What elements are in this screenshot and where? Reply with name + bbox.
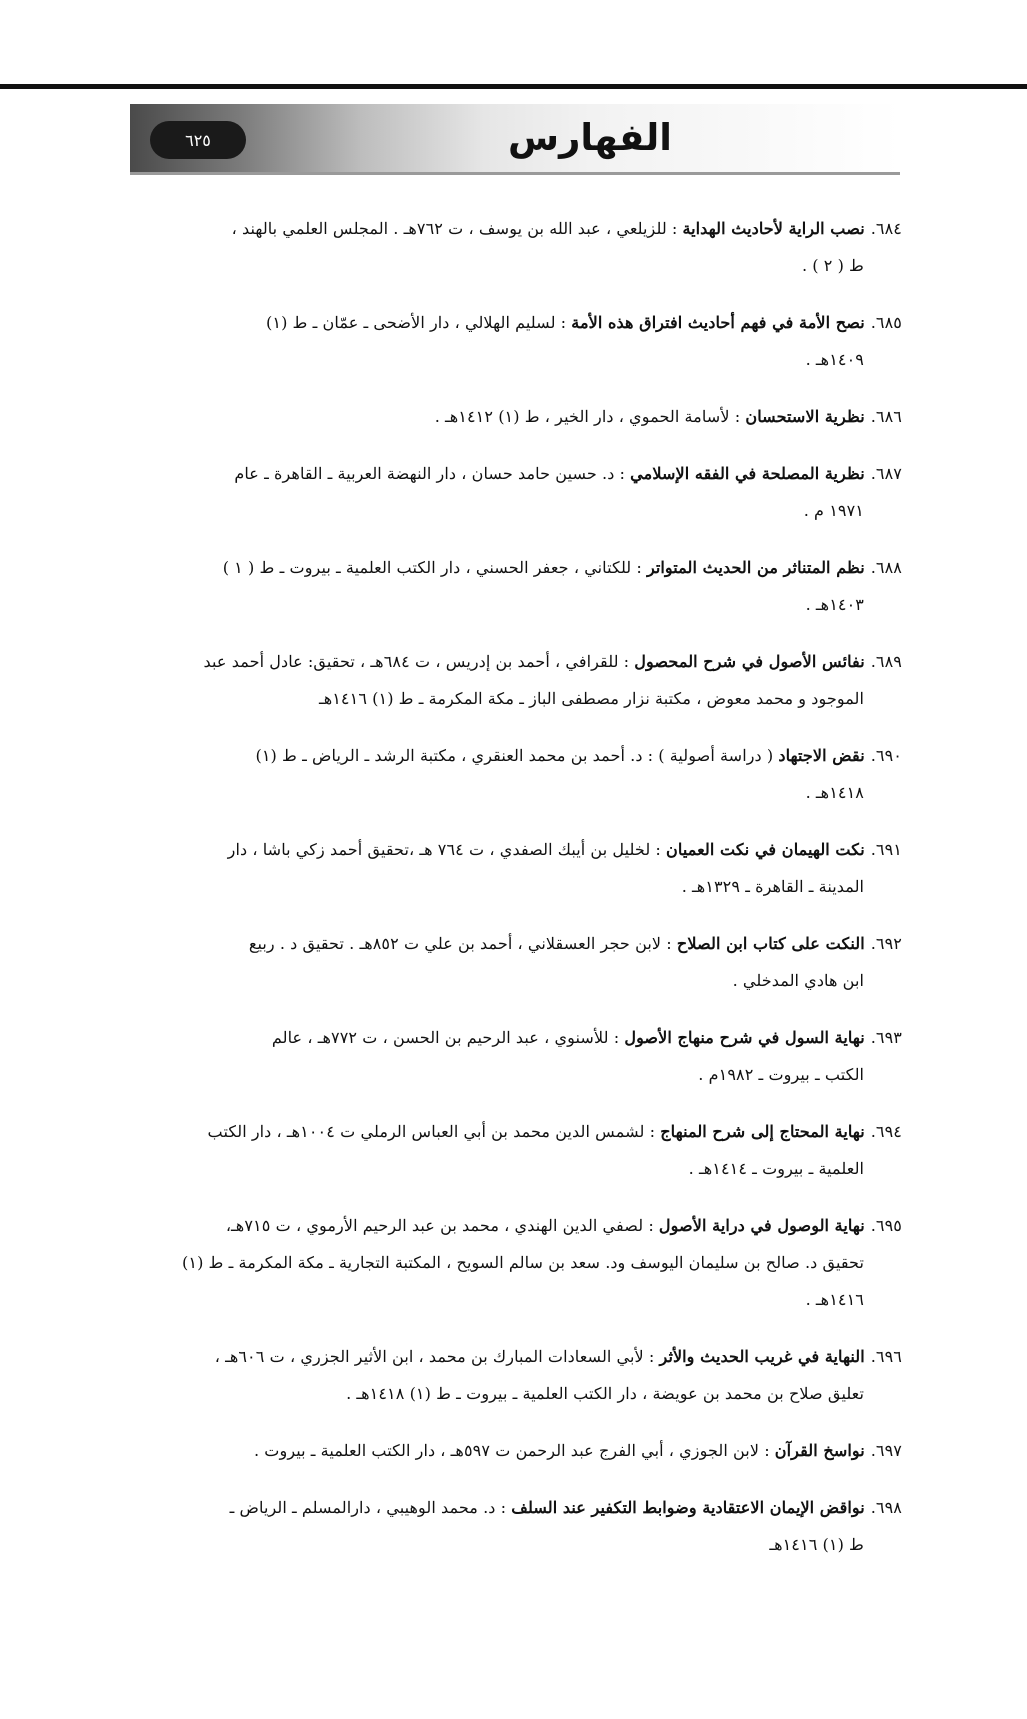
entry-title: نفائس الأصول في شرح المحصول [634, 652, 865, 671]
entry-number: ٦٩١. [870, 840, 902, 859]
entry-continuation-line: المدينة ـ القاهرة ـ ١٣٢٩هـ . [681, 877, 864, 896]
bibliography-entry [140, 1207, 902, 1318]
entry-continuation-line: تحقيق د. صالح بن سليمان اليوسف ود. سعد بن سالم السويح ، المكتبة التجارية ـ مكة المكرمة ـ ط (١) [182, 1253, 864, 1272]
entry-title: نهاية المحتاج إلى شرح المنهاج [660, 1122, 865, 1141]
bibliography-entry [140, 1338, 902, 1412]
entry-number: ٦٩٣. [870, 1028, 902, 1047]
entry-first-line [140, 1489, 902, 1526]
entry-continuation-line: تعليق صلاح بن محمد بن عويضة ، دار الكتب العلمية ـ بيروت ـ ط (١) ١٤١٨هـ . [346, 1384, 864, 1403]
entry-details: ( دراسة أصولية ) : د. أحمد بن محمد العنقري ، مكتبة الرشد ـ الرياض ـ ط (١) [255, 746, 779, 765]
entry-title: نظرية المصلحة في الفقه الإسلامي [630, 464, 865, 483]
entry-continuation-line: ١٤١٨هـ . [805, 783, 864, 802]
entry-details: : د. حسين حامد حسان ، دار النهضة العربية ـ القاهرة ـ عام [234, 464, 631, 483]
entry-number: ٦٩٨. [870, 1498, 902, 1517]
entry-title: نظرية الاستحسان [745, 407, 865, 426]
entry-title: نهاية السول في شرح منهاج الأصول [624, 1028, 865, 1047]
entry-first-line [140, 1338, 902, 1375]
entry-continuation-line: ١٩٧١ م . [803, 501, 864, 520]
entry-number: ٦٨٧. [870, 464, 902, 483]
entry-details: : لأسامة الحموي ، دار الخير ، ط (١) ١٤١٢هـ . [434, 407, 746, 426]
entry-first-line [140, 210, 902, 247]
top-rule [0, 84, 1027, 89]
entry-number: ٦٨٨. [870, 558, 902, 577]
bibliography-entry [140, 925, 902, 999]
bibliography-entry [140, 1019, 902, 1093]
bibliography-entry [140, 1489, 902, 1563]
entry-title: نصح الأمة في فهم أحاديث افتراق هذه الأمة [571, 313, 865, 332]
entry-continuation-line: ابن هادي المدخلي . [732, 971, 864, 990]
entry-first-line [140, 737, 902, 774]
entry-details: : لأبي السعادات المبارك بن محمد ، ابن الأثير الجزري ، ت ٦٠٦هـ ، [214, 1347, 660, 1366]
bibliography-entry [140, 643, 902, 717]
entry-first-line [140, 1432, 902, 1469]
running-title: الفهارس [508, 116, 672, 159]
entry-number: ٦٩٥. [870, 1216, 902, 1235]
entry-first-line [140, 455, 902, 492]
entry-details: : لابن حجر العسقلاني ، أحمد بن علي ت ٨٥٢هـ . تحقيق د . ربيع [248, 934, 677, 953]
entry-title: نصب الراية لأحاديث الهداية [682, 219, 865, 238]
entry-title: نقض الاجتهاد [778, 746, 865, 765]
entry-details: : لخليل بن أيبك الصفدي ، ت ٧٦٤ هـ ،تحقيق أحمد زكي باشا ، دار [227, 840, 667, 859]
entry-first-line [140, 643, 902, 680]
entry-continuation-line: ١٤١٦هـ . [805, 1290, 864, 1309]
entry-details: : للأسنوي ، عبد الرحيم بن الحسن ، ت ٧٧٢هـ ، عالم [271, 1028, 625, 1047]
entry-first-line [140, 831, 902, 868]
entry-details: : د. محمد الوهيبي ، دارالمسلم ـ الرياض ـ [229, 1498, 512, 1517]
entry-continuation-line: العلمية ـ بيروت ـ ١٤١٤هـ . [688, 1159, 864, 1178]
entry-number: ٦٩٧. [870, 1441, 902, 1460]
entry-details: : لابن الجوزي ، أبي الفرج عبد الرحمن ت ٥٩٧هـ ، دار الكتب العلمية ـ بيروت . [253, 1441, 775, 1460]
entry-first-line [140, 304, 902, 341]
entry-number: ٦٩٢. [870, 934, 902, 953]
entry-first-line [140, 398, 902, 435]
entry-continuation-line: ط ( ٢ ) . [801, 256, 864, 275]
entry-number: ٦٨٤. [870, 219, 902, 238]
bibliography-entry [140, 210, 902, 284]
bibliography-entry [140, 549, 902, 623]
bibliography-list [140, 210, 902, 1583]
entry-title: نواسخ القرآن [774, 1441, 865, 1460]
bibliography-entry [140, 1432, 902, 1469]
entry-title: نكت الهيمان في نكت العميان [666, 840, 865, 859]
entry-continuation-line: ١٤٠٩هـ . [805, 350, 864, 369]
entry-title: النهاية في غريب الحديث والأثر [659, 1347, 865, 1366]
entry-continuation-line: الكتب ـ بيروت ـ ١٩٨٢م . [698, 1065, 864, 1084]
entry-title: النكت على كتاب ابن الصلاح [676, 934, 865, 953]
bibliography-entry [140, 1113, 902, 1187]
entry-title: نواقض الإيمان الاعتقادية وضوابط التكفير عند السلف [511, 1498, 865, 1517]
entry-title: نهاية الوصول في دراية الأصول [658, 1216, 865, 1235]
entry-number: ٦٨٦. [870, 407, 902, 426]
entry-details: : لشمس الدين محمد بن أبي العباس الرملي ت ١٠٠٤هـ ، دار الكتب [207, 1122, 661, 1141]
entry-details: : لصفي الدين الهندي ، محمد بن عبد الرحيم الأرموي ، ت ٧١٥هـ، [225, 1216, 659, 1235]
entry-details: : للقرافي ، أحمد بن إدريس ، ت ٦٨٤هـ ، تحقيق: عادل أحمد عبد [203, 652, 635, 671]
entry-details: : للزيلعي ، عبد الله بن يوسف ، ت ٧٦٢هـ . المجلس العلمي بالهند ، [231, 219, 683, 238]
entry-number: ٦٩٦. [870, 1347, 902, 1366]
entry-first-line [140, 1113, 902, 1150]
page-number: ٦٢٥ [150, 121, 246, 159]
entry-number: ٦٨٥. [870, 313, 902, 332]
bibliography-entry [140, 398, 902, 435]
entry-continuation-line: ط (١) ١٤١٦هـ [769, 1535, 864, 1554]
bibliography-entry [140, 831, 902, 905]
entry-number: ٦٨٩. [870, 652, 902, 671]
entry-title: نظم المتناثر من الحديث المتواتر [646, 558, 865, 577]
entry-details: : لسليم الهلالي ، دار الأضحى ـ عمّان ـ ط (١) [266, 313, 572, 332]
entry-continuation-line: ١٤٠٣هـ . [805, 595, 864, 614]
bibliography-entry [140, 737, 902, 811]
entry-first-line [140, 925, 902, 962]
bibliography-entry [140, 455, 902, 529]
entry-first-line [140, 1207, 902, 1244]
entry-continuation-line: الموجود و محمد معوض ، مكتبة نزار مصطفى الباز ـ مكة المكرمة ـ ط (١) ١٤١٦هـ [318, 689, 864, 708]
entry-first-line [140, 549, 902, 586]
entry-details: : للكتاني ، جعفر الحسني ، دار الكتب العلمية ـ بيروت ـ ط ( ١ ) [222, 558, 647, 577]
entry-first-line [140, 1019, 902, 1056]
entry-number: ٦٩٤. [870, 1122, 902, 1141]
entry-number: ٦٩٠. [870, 746, 902, 765]
bibliography-entry [140, 304, 902, 378]
